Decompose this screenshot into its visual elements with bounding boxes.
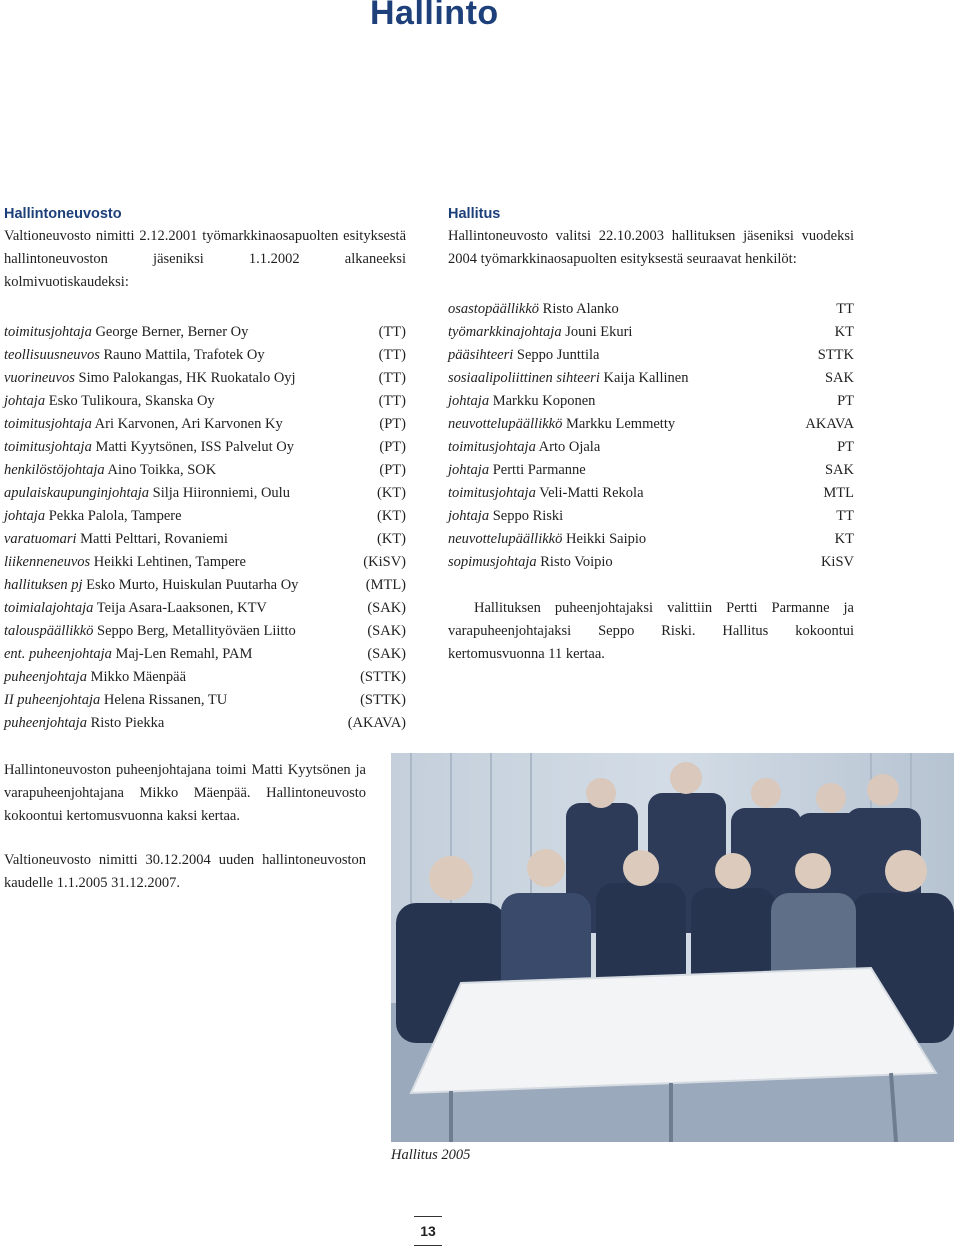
member-title-name [448,413,675,436]
member-title-name [4,551,246,574]
member-title-name [4,712,164,735]
member-name: Risto Voipio [540,554,613,570]
member-title: johtaja [448,393,490,409]
member-organization: AKAVA [805,416,854,432]
member-organization: TT [836,301,854,317]
member-title-name [4,620,296,643]
member-organization: (TT) [378,393,406,409]
member-name: Matti Pelttari, Rovaniemi [80,531,228,547]
member-name: Simo Palokangas, HK Ruokatalo Oyj [78,370,296,386]
hallintoneuvosto-member-row [4,413,406,436]
member-organization: (PT) [379,439,406,455]
member-organization: (STTK) [360,692,406,708]
hallitus-member-row [448,321,854,344]
hallitus-member-row [448,367,854,390]
member-name: Markku Lemmetty [565,416,676,432]
hallintoneuvosto-member-row [4,367,406,390]
member-name: Arto Ojala [538,439,601,455]
member-title: johtaja [448,462,490,478]
member-name: Matti Kyytsönen, ISS Palvelut Oy [95,439,295,455]
member-title-name [4,436,294,459]
member-organization: (MTL) [365,577,406,593]
member-title-name [448,459,586,482]
member-name: Esko Murto, Huiskulan Puutarha Oy [86,577,299,593]
hallitus-member-row [448,344,854,367]
member-title: johtaja [4,508,46,524]
member-title-name [4,482,290,505]
member-title-name [4,597,267,620]
member-organization: (KT) [377,485,406,501]
member-name: Kaija Kallinen [603,370,689,386]
member-title: toimitusjohtaja [448,439,536,455]
member-title-name [4,413,283,436]
member-organization: KT [834,531,854,547]
member-organization: PT [837,393,854,409]
member-name: Seppo Riski [492,508,564,524]
member-organization: (KT) [377,531,406,547]
member-title: neuvottelupäällikkö [448,416,563,432]
member-title-name [4,367,296,390]
member-title: toimitusjohtaja [4,324,92,340]
page-number: 13 [414,1216,442,1246]
member-name: Seppo Junttila [516,347,600,363]
member-organization: (STTK) [360,669,406,685]
member-title: toimitusjohtaja [4,416,92,432]
member-name: Pekka Palola, Tampere [48,508,182,524]
hallitus-member-row [448,459,854,482]
hallintoneuvosto-member-row [4,321,406,344]
member-title-name [4,505,182,528]
member-organization: (TT) [378,370,406,386]
member-title-name [448,298,619,321]
member-title-name [448,390,595,413]
hallintoneuvosto-member-row [4,482,406,505]
member-name: Helena Rissanen, TU [103,692,228,708]
member-organization: (TT) [378,347,406,363]
member-name: Risto Piekka [90,715,165,731]
member-organization: SAK [824,462,854,478]
hallintoneuvosto-member-row [4,574,406,597]
hallintoneuvosto-member-list [4,321,406,735]
member-title: neuvottelupäällikkö [448,531,563,547]
hallitus-member-row [448,436,854,459]
member-title-name [448,321,632,344]
member-title-name [448,551,613,574]
member-title-name [4,528,228,551]
member-title-name [4,689,227,712]
member-name: Aino Toikka, SOK [107,462,217,478]
member-organization: (TT) [378,324,406,340]
hallintoneuvosto-member-row [4,689,406,712]
member-name: Markku Koponen [492,393,596,409]
member-title-name [448,367,688,390]
board-group-photo [391,753,954,1142]
member-title: vuorineuvos [4,370,75,386]
hallintoneuvosto-member-row [4,459,406,482]
member-title: osastopäällikkö [448,301,540,317]
hallintoneuvosto-member-row [4,344,406,367]
member-organization: PT [837,439,854,455]
member-name: Rauno Mattila, Trafotek Oy [103,347,265,363]
hallintoneuvosto-member-row [4,436,406,459]
member-organization: (AKAVA) [347,715,406,731]
member-name: Silja Hiironniemi, Oulu [152,485,290,501]
hallintoneuvosto-member-row [4,597,406,620]
member-name: Heikki Saipio [565,531,647,547]
member-title: II puheenjohtaja [4,692,101,708]
member-title-name [448,482,644,505]
hallitus-member-row [448,390,854,413]
member-title: sosiaalipoliittinen sihteeri [448,370,600,386]
member-title: varatuomari [4,531,77,547]
member-organization: (SAK) [367,623,406,639]
member-title: talouspäällikkö [4,623,94,639]
hallintoneuvosto-member-row [4,551,406,574]
member-title-name [4,459,216,482]
member-title: liikenneneuvos [4,554,91,570]
member-name: Mikko Mäenpää [90,669,187,685]
member-organization: (KT) [377,508,406,524]
member-title: teollisuusneuvos [4,347,100,363]
hallitus-intro: Hallintoneuvosto valitsi 22.10.2003 hallituksen jäseniksi vuodeksi 2004 työmarkkinaosapuolten esityksestä seuraavat henkilöt: [448,228,854,267]
hallintoneuvosto-member-row [4,712,406,735]
hallitus-closing: Hallituksen puheenjohtajaksi valittiin Pertti Parmanne ja varapuheenjohtajaksi Seppo Riski. Hallitus kokoontui kertomusvuonna 11 kertaa. [448,600,854,662]
member-title: toimialajohtaja [4,600,94,616]
member-name: Ari Karvonen, Ari Karvonen Ky [94,416,283,432]
hallintoneuvosto-member-row [4,528,406,551]
member-title-name [4,390,215,413]
hallitus-member-row [448,551,854,574]
member-title: pääsihteeri [448,347,514,363]
member-title: ent. puheenjohtaja [4,646,112,662]
hallintoneuvosto-member-row [4,390,406,413]
member-title-name [448,436,600,459]
member-organization: SAK [824,370,854,386]
hallitus-member-row [448,528,854,551]
appointment-note: Valtioneuvosto nimitti 30.12.2004 uuden hallintoneuvoston kaudelle 1.1.2005 31.12.2007. [4,852,366,891]
member-title: henkilöstöjohtaja [4,462,105,478]
member-name: Maj-Len Remahl, PAM [115,646,253,662]
hallintoneuvosto-member-row [4,620,406,643]
member-organization: KiSV [820,554,854,570]
hallintoneuvosto-member-row [4,643,406,666]
member-title: työmarkkinajohtaja [448,324,562,340]
page-title: Hallinto [370,0,499,32]
member-name: Seppo Berg, Metallityöväen Liitto [97,623,296,639]
hallitus-member-row [448,413,854,436]
member-name: Esko Tulikoura, Skanska Oy [48,393,215,409]
hallitus-section [448,206,854,662]
member-title-name [448,344,599,367]
member-title-name [4,643,252,666]
member-title: toimitusjohtaja [4,439,92,455]
member-name: Heikki Lehtinen, Tampere [93,554,246,570]
board-group-photo-illustration [391,753,954,1142]
member-organization: (SAK) [367,646,406,662]
member-name: Teija Asara-Laaksonen, KTV [96,600,267,616]
member-organization: (PT) [379,416,406,432]
member-organization: STTK [817,347,854,363]
member-title: puheenjohtaja [4,715,87,731]
hallitus-member-row [448,482,854,505]
member-name: Veli-Matti Rekola [539,485,644,501]
member-name: Pertti Parmanne [492,462,586,478]
hallintoneuvosto-section [4,206,406,731]
chair-note: Hallintoneuvoston puheenjohtajana toimi Matti Kyytsönen ja varapuheenjohtajana Mikko Mäenpää. Hallintoneuvosto kokoontui kertomusvuonna kaksi kertaa. [4,762,366,824]
member-title: johtaja [4,393,46,409]
hallitus-member-list [448,298,854,574]
hallitus-member-row [448,298,854,321]
member-organization: KT [834,324,854,340]
hallintoneuvosto-member-row [4,505,406,528]
photo-caption: Hallitus 2005 [391,1147,471,1163]
member-title-name [4,344,265,367]
hallitus-heading: Hallitus [448,206,501,222]
member-title-name [4,666,186,689]
hallintoneuvosto-member-row [4,666,406,689]
member-title: apulaiskaupunginjohtaja [4,485,149,501]
member-title: toimitusjohtaja [448,485,536,501]
member-title: hallituksen pj [4,577,83,593]
member-organization: (PT) [379,462,406,478]
hallintoneuvosto-intro: Valtioneuvosto nimitti 2.12.2001 työmarkkinaosapuolten esityksestä hallintoneuvoston jäseniksi 1.1.2002 alkaneeksi kolmivuotiskaudeksi: [4,228,406,290]
member-title-name [4,574,298,597]
member-title: sopimusjohtaja [448,554,537,570]
member-organization: (SAK) [367,600,406,616]
member-title-name [4,321,248,344]
member-title-name [448,505,563,528]
member-name: George Berner, Berner Oy [95,324,249,340]
member-organization: TT [836,508,854,524]
hallintoneuvosto-heading: Hallintoneuvosto [4,206,122,222]
member-name: Risto Alanko [542,301,619,317]
member-organization: MTL [823,485,854,501]
hallitus-member-row [448,505,854,528]
member-name: Jouni Ekuri [565,324,633,340]
member-organization: (KiSV) [363,554,406,570]
member-title-name [448,528,646,551]
member-title: johtaja [448,508,490,524]
member-title: puheenjohtaja [4,669,87,685]
